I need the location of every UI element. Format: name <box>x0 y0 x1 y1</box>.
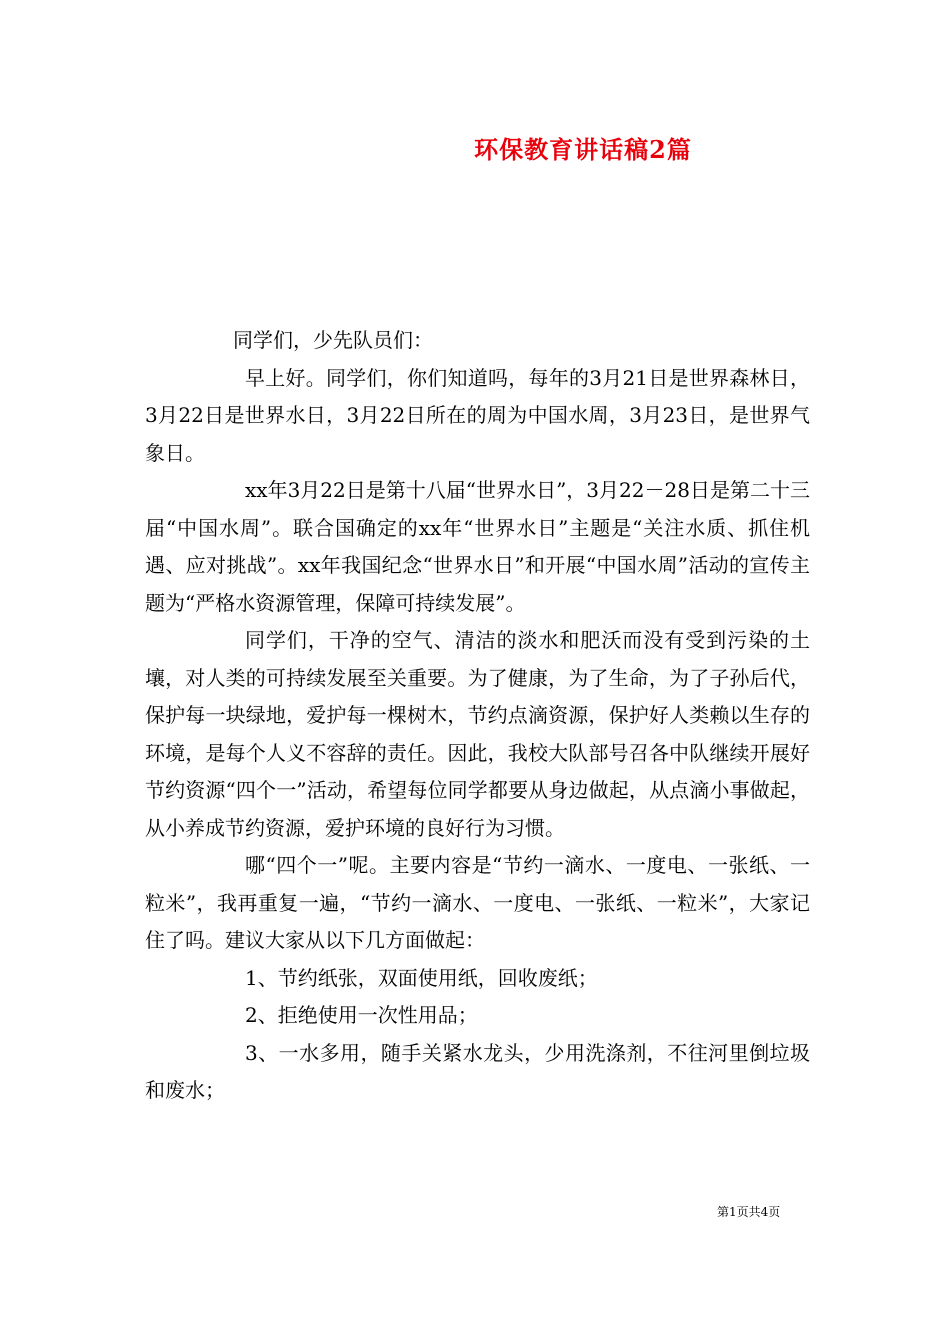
document-body <box>145 322 810 1110</box>
document-title-block <box>0 130 950 165</box>
list-item-3: 3、一水多用，随手关紧水龙头，少用洗涤剂，不往河里倒垃圾和废水； <box>145 1040 810 1102</box>
page-number: 第1页共4页 <box>717 1205 781 1219</box>
paragraph-4: 哪“四个一”呢。主要内容是“节约一滴水、一度电、一张纸、一粒米”，我再重复一遍，“节约一滴水、一度电、一张纸、一粒米”，大家记住了吗。建议大家从以下几方面做起： <box>145 853 810 952</box>
document-title: 环保教育讲话稿2篇 <box>474 135 692 164</box>
paragraph-1: 早上好。同学们，你们知道吗，每年的3月21日是世界森林日，3月22日是世界水日，3月22日所在的周为中国水周，3月23日，是世界气象日。 <box>145 365 810 465</box>
list-item-1: 1、节约纸张，双面使用纸，回收废纸； <box>245 965 598 990</box>
salutation: 同学们，少先队员们： <box>233 328 433 352</box>
list-item-2: 2、拒绝使用一次性用品； <box>245 1003 478 1027</box>
paragraph-3: 同学们，干净的空气、清洁的淡水和肥沃而没有受到污染的土壤，对人类的可持续发展至关重要。为了健康，为了生命，为了子孙后代，保护每一块绿地，爱护每一棵树木，节约点滴资源，保护好人类赖以生存的环境，是每个人义不容辞的责任。因此，我校大队部号召各中队继续开展好节约资源“四个一”活动，希望每位同学都要从身边做起，从点滴小事做起，从小养成节约资源，爱护环境的良好行为习惯。 <box>145 628 810 840</box>
paragraph-2: xx年3月22日是第十八届“世界水日”，3月22－28日是第二十三届“中国水周”。联合国确定的xx年“世界水日”主题是“关注水质、抓住机遇、应对挑战”。xx年我国纪念“世界水日”和开展“中国水周”活动的宣传主题为“严格水资源管理，保障可持续发展”。 <box>145 478 810 615</box>
